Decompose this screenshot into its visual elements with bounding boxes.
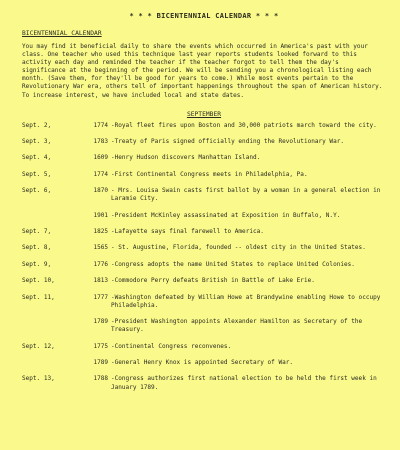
entry-date: Sept. 6, xyxy=(22,187,52,195)
entry-date: Sept. 2, xyxy=(22,121,52,129)
entry-date: Sept. 8, xyxy=(22,244,52,252)
entry-year: 1774 xyxy=(93,170,108,178)
entry-year: 1783 xyxy=(93,138,108,146)
entry-year: 1901 xyxy=(93,211,108,219)
month-heading: SEPTEMBER xyxy=(186,110,222,118)
section-heading: BICENTENNIAL CALENDAR xyxy=(22,30,102,37)
entry-year: 1789 xyxy=(93,359,108,367)
calendar-entry xyxy=(22,187,386,203)
entry-year: 1565 xyxy=(93,244,108,252)
entry-event: -Commodore Perry defeats British in Battle of Lake Erie. xyxy=(111,277,315,285)
entry-year: 1813 xyxy=(93,277,108,285)
entry-date xyxy=(22,359,82,367)
entry-event: -President Washington appoints Alexander Hamilton as Secretary of the Treasury. xyxy=(111,318,363,334)
entry-date: Sept. 5, xyxy=(22,170,52,178)
entry-event: -First Continental Congress meets in Philadelphia, Pa. xyxy=(111,170,308,178)
entry-event: -Congress authorizes first national election to be held the first week in January 1789. xyxy=(111,375,377,391)
entry-date xyxy=(22,212,82,220)
calendar-entries xyxy=(22,122,386,392)
entry-date: Sept. 11, xyxy=(22,293,55,301)
entry-event: -Royal fleet fires upon Boston and 30,000 patriots march toward the city. xyxy=(111,121,377,129)
entry-date: Sept. 9, xyxy=(22,260,52,268)
calendar-entry xyxy=(22,294,386,310)
entry-year: 1609 xyxy=(93,154,108,162)
entry-year: 1777 xyxy=(93,293,108,301)
entry-event: - St. Augustine, Florida, founded -- oldest city in the United States. xyxy=(111,244,366,252)
entry-date xyxy=(22,318,82,334)
entry-event: -Washington defeated by William Howe at Brandywine enabling Howe to occupy Philadelphia. xyxy=(111,293,381,309)
entry-date: Sept. 7, xyxy=(22,228,52,236)
entry-year: 1789 xyxy=(93,318,108,326)
entry-event: -Henry Hudson discovers Manhattan Island. xyxy=(111,154,261,162)
entry-event: -Lafayette says final farewell to America. xyxy=(111,228,264,236)
calendar-entry xyxy=(22,244,386,252)
calendar-entry xyxy=(22,318,386,334)
calendar-entry xyxy=(22,212,386,220)
entry-year: 1776 xyxy=(93,260,108,268)
entry-event: -Continental Congress reconvenes. xyxy=(111,342,232,350)
entry-event: -President McKinley assassinated at Exposition in Buffalo, N.Y. xyxy=(111,211,341,219)
entry-year: 1774 xyxy=(93,121,108,129)
calendar-entry xyxy=(22,277,386,285)
entry-event: -Treaty of Paris signed officially ending the Revolutionary War. xyxy=(111,138,344,146)
calendar-entry xyxy=(22,343,386,351)
entry-event: -Congress adopts the name United States to replace United Colonies. xyxy=(111,260,355,268)
calendar-entry xyxy=(22,154,386,162)
entry-event: -General Henry Knox is appointed Secretary of War. xyxy=(111,359,294,367)
calendar-entry xyxy=(22,138,386,146)
entry-year: 1788 xyxy=(93,375,108,383)
entry-year: 1870 xyxy=(93,187,108,195)
calendar-entry xyxy=(22,228,386,236)
calendar-entry xyxy=(22,171,386,179)
entry-year: 1825 xyxy=(93,228,108,236)
entry-date: Sept. 12, xyxy=(22,342,55,350)
page-banner: * * * BICENTENNIAL CALENDAR * * * xyxy=(129,12,279,20)
entry-date: Sept. 4, xyxy=(22,154,52,162)
calendar-entry xyxy=(22,375,386,391)
intro-paragraph: You may find it beneficial daily to share the events which occurred in America's past with your class. One teacher who used this technique last year reports students looked forward to this activity each day and reminded the teacher if the teacher forgot to tell them the day's significance at the beginning of the period. We will be sending you a chronological listing each month. (Save them, for they'll be good for years to come.) While most events pertain to the Revolutionary War era, others tell of important happenings throughout the span of American history. To increase interest, we have included local and state dates. xyxy=(22,43,383,99)
entry-date: Sept. 3, xyxy=(22,138,52,146)
calendar-entry xyxy=(22,359,386,367)
entry-event: - Mrs. Louisa Swain casts first ballot by a woman in a general election in Laramie City. xyxy=(111,187,381,203)
entry-year: 1775 xyxy=(93,342,108,350)
entry-date: Sept. 10, xyxy=(22,277,55,285)
calendar-entry xyxy=(22,261,386,269)
entry-date: Sept. 13, xyxy=(22,375,55,383)
calendar-entry xyxy=(22,122,386,130)
